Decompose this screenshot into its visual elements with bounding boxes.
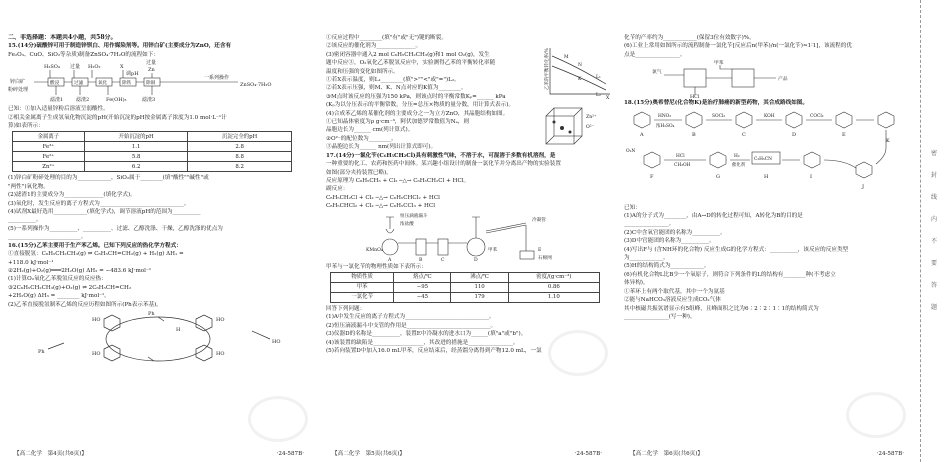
table-cell: Zn²⁺ <box>13 162 85 172</box>
q16-continued-line: ①反应过程中________(填"有"或"无")键的断裂。 <box>326 35 447 41</box>
flow-label: X <box>120 64 124 71</box>
apparatus-label: 冷凝管 <box>532 217 546 223</box>
table-cell: 110 <box>451 282 508 292</box>
q17-text-line: C₆H₅CH₂Cl + Cl₂ ─△→ C₆H₅CHCl₂ + HCl <box>326 194 440 201</box>
seal-line-margin <box>920 0 950 462</box>
q18-question-line: (6)有机化合物L比B少一个氧原子，则符合下列条件的L的结构有________种(不考虑立 <box>624 271 836 278</box>
q15-question-line: __________________________。 <box>8 234 87 241</box>
flow-box-label: 氧化 <box>98 81 108 87</box>
flow2-label: 氯气 <box>652 70 662 76</box>
q18-question-line: 已知： <box>624 204 641 211</box>
compound-label: G <box>716 173 720 180</box>
flow-label: 滤渣1 <box>50 97 64 104</box>
q16-text-line: (1)计算O₂氧化乙苯脱氢反应的反应热： <box>8 276 107 283</box>
compound-label: F <box>650 173 654 180</box>
mechanism-label: HO <box>92 350 101 357</box>
page-footer <box>332 450 602 458</box>
table-header-cell: 金属离子 <box>13 132 85 142</box>
flow2-label: 产品 <box>778 77 788 83</box>
table-header-cell: 沸点/℃ <box>451 272 508 282</box>
q18-question-line: ②能与NaHCO₃溶液反应生成CO₂气体 <box>624 297 721 304</box>
reagent-label: CH₃OH <box>674 162 691 168</box>
margin-char: 不 <box>931 238 938 245</box>
page-footer <box>630 450 904 458</box>
table-header-row <box>331 272 600 282</box>
q16-text-line: ①直接脱氢：C₆H₅CH₂CH₃(g) ⇌ C₆H₅CH=CH₂(g) + H₂(g) ΔH₁ = <box>8 251 184 258</box>
synthesis-scheme <box>624 108 910 204</box>
q18-text-line: 18.(15分)奥希替尼(化合物K)是治疗肺癌的新型药物，其合成路线如图。 <box>624 100 808 107</box>
table-cell: Fe³⁺ <box>13 142 85 152</box>
table-cell: −45 <box>394 292 451 302</box>
q18-question-line: (5)H的结构简式为____________。 <box>624 263 710 270</box>
margin-char: 线 <box>931 194 938 201</box>
q18-question-line: (1)A的分子式为________，由A→D的转化过程可知，A转化为B的目的是 <box>624 213 803 220</box>
table-header-cell: 密度/(g·cm⁻³) <box>508 272 599 282</box>
table-cell: 8.2 <box>188 162 292 172</box>
compound-label: H <box>764 173 769 180</box>
compound-label: D <box>792 131 797 138</box>
flow-box-label: 过滤 <box>74 81 84 87</box>
industrial-flow-diagram <box>624 59 910 99</box>
flow-label: 过量 <box>146 60 157 67</box>
q16-text-line: 16.(15分)乙苯主要用于生产苯乙烯。已知下列反应的热化学方程式： <box>8 242 182 249</box>
table-row <box>331 282 600 292</box>
q17-question-line: (3)仪器D的名称是__________，装置E中冷凝水的进水口为______(填"a"或"b")。 <box>326 331 527 338</box>
q17-question-line: (5)若向装置D中加入16.0 mL甲苯，反应结束后，经蒸馏分离得到产物12.0 mL，一氯 <box>326 347 542 354</box>
reagent-label: SOCl₂ <box>712 113 726 119</box>
q18-question-line: (2)C中含氧官能团的名称为__________。 <box>624 229 726 236</box>
mechanism-label: Ph <box>38 348 45 355</box>
graph-axis-label: X <box>606 96 610 100</box>
watermark-seal <box>846 392 906 438</box>
q15-question-line: (3)氧化时，发生反应的离子方程式为______________________________。 <box>8 200 190 207</box>
q16-text-line: ③2C₆H₅CH₂CH₃(g)+O₂(g) ⇌ 2C₆H₅CH=CH₂ <box>8 284 132 291</box>
flow-label: 锌白矿 <box>10 79 26 86</box>
watermark-seal <box>248 396 308 442</box>
watermark-seal <box>548 330 608 376</box>
mechanism-label: HO <box>272 338 281 345</box>
margin-char: 要 <box>931 260 938 267</box>
q18-question-line: ________________。 <box>624 221 675 228</box>
table-cell: 1.10 <box>508 292 599 302</box>
footer-code: ·24-587B· <box>276 450 304 457</box>
q17-text-line: 反应原理为 C₆H₅CH₃ + Cl₂ ─△→ C₆H₅CH₂Cl + HCl。 <box>326 177 470 184</box>
flow-label: 一系列操作 <box>204 75 230 82</box>
graph-curve-label: L₂ <box>596 93 601 98</box>
flow-box-label: 酸浸 <box>50 81 60 87</box>
apparatus-label: KMnO₄ <box>366 247 383 253</box>
ph-table <box>12 131 292 172</box>
q16-continued-line: ②若X表示压强，则M、K、N点对应的K值为________。 <box>326 85 467 92</box>
q16-text-line: +118.0 kJ·mol⁻¹ <box>8 259 54 266</box>
apparatus-label: 恒压滴液漏斗 <box>400 213 428 219</box>
flow-label: 过量 <box>70 64 81 71</box>
exam-page-6 <box>616 0 918 462</box>
flow-box-label: 除铜 <box>146 81 156 87</box>
cell-legend-label: Zn²⁺ <box>586 115 597 120</box>
q15-intro-line: Fe₂O₃、CuO、SiO₂等杂质)制备ZnSO₄·7H₂O的流程如下： <box>8 51 159 58</box>
q17-continued-line: (6)工业上常用如图所示的流程制备一氯化苄[反应后n(甲苯)/n(一氯化苄)≈1∶1]，该流程的优 <box>624 43 852 50</box>
q16-continued-line: ③M点时该反应的压强为150 kPa，则该点时的平衡常数Kₚ=______ kPa <box>326 93 506 100</box>
flow-label: Fe(OH)₃ <box>106 97 127 104</box>
reagent-label: O₂N <box>626 148 636 154</box>
compound-label: J <box>862 183 865 190</box>
q17-question-line: (4)该装置的缺陷是__________________，其改进的措施是________________。 <box>326 339 519 346</box>
reagent-label: 浓H₂SO₄ <box>656 123 675 129</box>
table-cell: 2.8 <box>188 142 292 152</box>
footer-page-label: 【高二化学 第5页(共6页)】 <box>332 450 406 457</box>
q18-question-line: (3)D中官能团的名称为__________。 <box>624 238 715 245</box>
q15-intro-line: 15.(14分)硫酸锌可用于制造锌钡白、用作媒染剂等。用锌白矿(主要成分为ZnO，还含有 <box>8 43 232 50</box>
q15-question-line: __________。 <box>8 217 42 224</box>
footer-code: ·24-587B· <box>876 450 904 457</box>
table-header-cell: 物质性质 <box>331 272 394 282</box>
mechanism-label: HO <box>92 316 101 323</box>
q16-text-line: +2H₂O(g) ΔH₃ = ________ kJ·mol⁻¹。 <box>8 293 110 300</box>
table-row <box>13 142 292 152</box>
exam-page-5 <box>318 0 616 462</box>
q16-continued-line: 题中反应③，O₂氧化乙苯脱氢反应中，实验测得乙苯的平衡转化率随 <box>326 60 496 67</box>
q16-continued-line: ②该反应的催化剂为______________。 <box>326 43 422 50</box>
q16-continued-line: 温度和压强的变化如图所示。 <box>326 68 399 75</box>
apparatus-label: A <box>388 257 392 263</box>
q17-question-line: 回答下列问题： <box>326 305 366 312</box>
q18-question-line: (4)写出F与 (含NH环的化合物) 反应生成G的化学方程式：__________，该反应的反应类型 <box>624 246 849 253</box>
q17-continued-line: 化苄的产率约为____________(保留3位有效数字)%。 <box>624 35 755 41</box>
q18-question-line: 其中核磁共振氢谱显示有5组峰，且峰面积之比为6∶2∶2∶1∶1的结构简式为 <box>624 305 819 312</box>
table-header-cell: 开始沉淀的pH <box>84 132 188 142</box>
table-cell: 0.86 <box>508 282 599 292</box>
table2-title: 甲苯与一氯化苄的物理性质如下表所示： <box>326 263 427 270</box>
q18-question-line: ________________(写一种)。 <box>624 313 696 320</box>
mechanism-label: Ph <box>148 310 155 317</box>
reagent-label: HNO₃ <box>658 113 672 119</box>
apparatus-diagram <box>326 211 608 263</box>
catalytic-cycle-ring <box>106 317 210 361</box>
footer-page-label: 【高二化学 第6页(共6页)】 <box>630 450 704 457</box>
q17-text-line: 一种重要的化工、农药和医药中间体。某兴趣小组设计的制备一氯化苄并分离出产物的实验装置 <box>326 161 561 168</box>
reagent-label: 催化剂 <box>732 162 746 168</box>
flow-label: Zn <box>148 67 155 74</box>
flow2-label: HCl <box>690 95 700 100</box>
q15-flow-diagram <box>8 59 310 105</box>
compound-label: I <box>810 173 812 180</box>
q16-continued-line: ③晶胞边长为______ nm(列出计算式即可)。 <box>326 144 437 151</box>
margin-char: 题 <box>931 304 938 311</box>
q16-continued-line: 晶胞边长为______ cm(列计算式)。 <box>326 127 414 134</box>
compound-label: A <box>640 131 644 138</box>
apparatus-label: B <box>419 257 423 263</box>
q17-text-line: C₆H₅CHCl₂ + Cl₂ ─△→ C₆H₅CCl₃ + HCl <box>326 203 436 210</box>
apparatus-label: 浓盐酸 <box>400 221 414 227</box>
margin-char: 答 <box>931 282 938 289</box>
q16-continued-line: (Kₚ为以分压表示的平衡常数，分压=总压×物质的量分数，用计算式表示)。 <box>326 102 514 109</box>
compound-label: B <box>692 131 696 138</box>
reagent-label: C₂H₅CN <box>754 156 772 162</box>
margin-char: 内 <box>931 216 938 223</box>
q18-question-line: 体异构)。 <box>624 280 649 287</box>
q17-continued-line: 点是________________。 <box>624 51 686 58</box>
margin-char: 封 <box>931 172 938 179</box>
flow-label: 调pH <box>126 71 139 78</box>
q16-continued-line: (4)合成苯乙烯的某催化剂的主要成分之一为立方ZnO，其晶胞结构如图。 <box>326 110 509 117</box>
table-cell: Fe²⁺ <box>13 152 85 162</box>
mechanism-label: HO <box>216 316 225 323</box>
zno-unit-cell <box>540 104 604 148</box>
q16-continued-line: (3)密闭容器中通入2 mol C₆H₅CH₂CH₃(g)和1 mol O₂(g)，发生 <box>326 51 490 58</box>
table-cell: 6.2 <box>84 162 188 172</box>
apparatus-label: 石棉网 <box>538 255 552 261</box>
flow-label: H₂O₂ <box>88 64 101 71</box>
physical-properties-table <box>330 272 600 303</box>
flow-label: 滤渣3 <box>142 97 156 104</box>
table-cell: −95 <box>394 282 451 292</box>
compound-label: C <box>742 131 746 138</box>
apparatus-label: C <box>441 257 445 263</box>
table-row <box>13 162 292 172</box>
q17-question-line: (2)恒压滴液漏斗中支管的作用是______________________________。 <box>326 322 497 329</box>
table-row <box>13 152 292 162</box>
margin-char: 密 <box>931 150 938 157</box>
table-cell: 179 <box>451 292 508 302</box>
reagent-label: HCl <box>676 153 685 159</box>
flow2-label: 甲苯 <box>714 61 724 67</box>
graph-point-label: N <box>578 63 582 68</box>
q16-text-line: ②2H₂(g)+O₂(g)═══2H₂O(g) ΔH₂ = −483.6 kJ·mol⁻¹ <box>8 267 152 274</box>
q15-text-line: ②相关金属离子生成氢氧化物沉淀的pH(开始沉淀的pH按金属离子浓度为1.0 mol·L⁻¹计 <box>8 114 227 121</box>
table-cell: 8.8 <box>188 152 292 162</box>
reaction-mechanism-diagram <box>8 309 308 367</box>
q15-text-line: 已知：①加入适量锌粉后溶液呈弱酸性。 <box>8 106 109 113</box>
flow-label: 滤渣2 <box>76 97 90 104</box>
q15-question-line: (5)一系列操作为__________、__________、过滤、乙醇洗涤、干燥，乙醇洗涤的优点为 <box>8 225 223 232</box>
graph-point-label: K <box>578 77 582 82</box>
q17-text-line: 副反应： <box>326 186 349 193</box>
q15-text-line: 算)如表所示： <box>8 123 44 130</box>
mechanism-label: HO <box>216 350 225 357</box>
q18-question-line: ①苯环上有两个取代基，其中一个为氨基 <box>624 288 725 295</box>
conversion-graph <box>540 44 614 100</box>
footer-page-label: 【高二化学 第4页(共6页)】 <box>14 450 88 457</box>
table-header-cell: 熔点/℃ <box>394 272 451 282</box>
q15-question-line: (4)试剂X最好选用____________(填化学式)，调节溶液pH的范围为__________ <box>8 209 201 216</box>
section-heading: 二、非选择题：本题共4小题，共58分。 <box>8 34 117 41</box>
q16-continued-line: ①若X表示温度，则L₁________(填">""<"或"=")L₂。 <box>326 77 460 84</box>
q15-question-line: (2)滤渣1的主要成分为______________(填化学式)。 <box>8 192 136 199</box>
q15-question-line: "两性")氧化物。 <box>8 183 49 190</box>
flow-box-label: 除铁 <box>122 81 132 87</box>
cell-legend-label: O²⁻ <box>586 125 595 130</box>
reagent-label: COCl₂ <box>810 113 824 119</box>
table-cell: 1.1 <box>84 142 188 152</box>
table-cell: 5.8 <box>84 152 188 162</box>
q17-text-line: 如图(部分夹持装置已略)。 <box>326 169 392 176</box>
q17-text-line: 17.(14分)一氯化苄(C₆H₅CH₂Cl)具有刺激性气味，不溶于水，可混溶于多数有机溶剂，是 <box>326 152 556 159</box>
table-header-row <box>13 132 292 142</box>
table-row <box>331 292 600 302</box>
reagent-label: H₂ <box>734 153 740 159</box>
flow-label: ZnSO₄·7H₂O <box>240 82 272 89</box>
graph-point-label: M <box>564 55 569 60</box>
compound-label: K <box>886 137 890 144</box>
q16-continued-line: ①已知晶体密度为ρ g·cm⁻³，阿伏加德罗常数值为Nₐ，则 <box>326 119 469 126</box>
q16-text-line: (2)乙苯直接脱氢制苯乙烯的反应历程如图所示(Ph表示苯基)。 <box>8 301 162 308</box>
graph-axis-label: 乙苯的平衡转化率/% <box>545 48 550 90</box>
table-cell: 一氯化苄 <box>331 292 394 302</box>
apparatus-label: 甲苯 <box>488 247 498 253</box>
table-header-cell: 沉淀完全的pH <box>188 132 292 142</box>
apparatus-label: E <box>538 247 542 253</box>
graph-curve-label: L₁ <box>596 75 601 80</box>
table-cell: 甲苯 <box>331 282 394 292</box>
apparatus-label: D <box>474 257 478 263</box>
q18-question-line: 为____________。 <box>624 255 669 262</box>
flow-label: H₂SO₄ <box>44 64 60 71</box>
mechanism-label: H <box>176 326 181 333</box>
q17-question-line: (1)A中发生反应的离子方程式为______________________________。 <box>326 314 495 321</box>
exam-page-4 <box>0 0 318 462</box>
compound-label: E <box>842 131 846 138</box>
reagent-label: KOH <box>764 113 775 119</box>
q15-question-line: (1)锌白矿粉碎处理的目的为____________，SiO₂属于________(填"酸性""碱性"或 <box>8 175 209 182</box>
flow-label: 粉碎处理 <box>8 87 29 94</box>
footer-code: ·24-587B· <box>574 450 602 457</box>
q16-continued-line: ②O²⁻的配位数为________。 <box>326 135 397 142</box>
page-footer <box>14 450 304 458</box>
